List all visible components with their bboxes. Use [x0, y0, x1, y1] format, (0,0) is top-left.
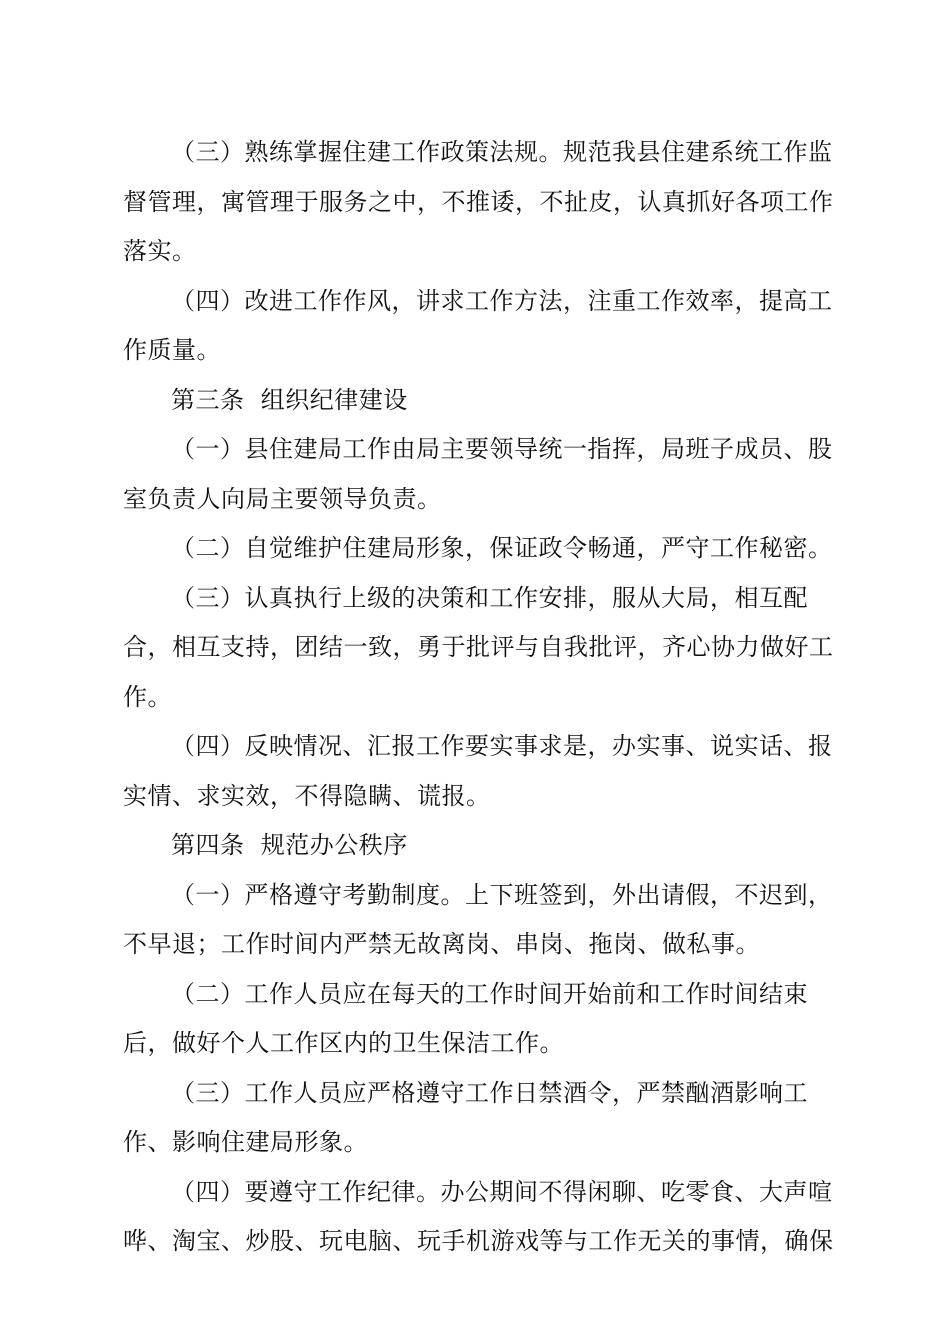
paragraph-item: （四）改进工作作风，讲求工作方法，注重工作效率，提高工作质量。 — [123, 286, 833, 364]
paragraph-item: （一）严格遵守考勤制度。上下班签到，外出请假，不迟到，不早退；工作时间内严禁无故离岗、串岗、拖岗、做私事。 — [123, 880, 833, 958]
paragraph-item: （二）工作人员应在每天的工作时间开始前和工作时间结束后，做好个人工作区内的卫生保洁工作。 — [123, 979, 808, 1057]
document-body — [123, 128, 839, 1267]
paragraph-item: （四）要遵守工作纪律。办公期间不得闲聊、吃零食、大声喧哗、淘宝、炒股、玩电脑、玩手机游戏等与工作无关的事情，确保 — [123, 1177, 834, 1255]
paragraph-item: （二）自觉维护住建局形象，保证政令畅通，严守工作秘密。 — [171, 534, 833, 562]
paragraph-item: （一）县住建局工作由局主要领导统一指挥，局班子成员、股室负责人向局主要领导负责。 — [123, 435, 833, 513]
paragraph-item: （三）熟练掌握住建工作政策法规。规范我县住建系统工作监督管理，寓管理于服务之中，不推诿，不扯皮，认真抓好各项工作落实。 — [123, 138, 834, 265]
paragraph-item: （四）反映情况、汇报工作要实事求是，办实事、说实话、报实情、求实效，不得隐瞒、谎报。 — [123, 732, 833, 810]
article-heading: 第四条 规范办公秩序 — [171, 831, 408, 859]
article-heading: 第三条 组织纪律建设 — [171, 385, 408, 414]
paragraph-item: （三）认真执行上级的决策和工作安排，服从大局，相互配合，相互支持，团结一致，勇于批评与自我批评，齐心协力做好工作。 — [123, 583, 834, 711]
paragraph-item: （三）工作人员应严格遵守工作日禁酒令，严禁酗酒影响工作、影响住建局形象。 — [123, 1078, 808, 1156]
